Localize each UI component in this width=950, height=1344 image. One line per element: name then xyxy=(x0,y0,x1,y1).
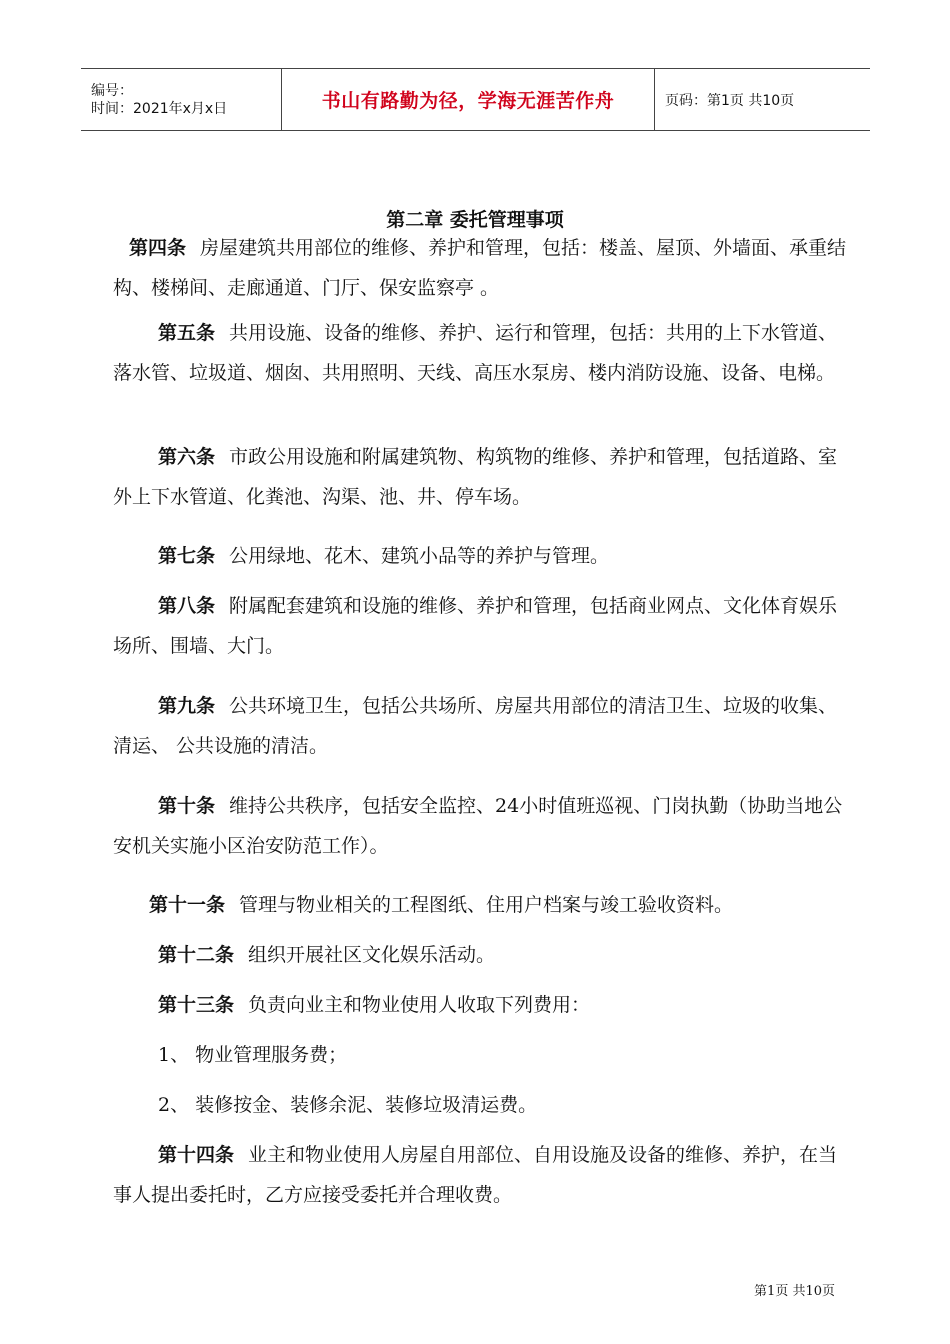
article-8 xyxy=(113,586,848,666)
article-number: 第十二条 xyxy=(158,944,235,966)
page-header xyxy=(81,68,870,131)
time-label: 时间：2021年x月x日 xyxy=(91,100,228,117)
article-7 xyxy=(113,536,848,576)
motto: 书山有路勤为径，学海无涯苦作舟 xyxy=(321,90,615,112)
article-number: 第九条 xyxy=(158,695,216,717)
chapter-title: 第二章 委托管理事项 xyxy=(386,209,564,231)
article-text: 业主和物业使用人房屋自用部位、自用设施及设备的维修、养护，在当事人提出委托时，乙方应接受委托并合理收费。 xyxy=(113,1144,838,1206)
fee-item-2 xyxy=(113,1085,848,1125)
article-text: 共用设施、设备的维修、养护、运行和管理，包括：共用的上下水管道、落水管、垃圾道、烟囱、共用照明、天线、高压水泵房、楼内消防设施、设备、电梯。 xyxy=(113,322,838,384)
article-text: 公共环境卫生，包括公共场所、房屋共用部位的清洁卫生、垃圾的收集、清运、 公共设施的清洁。 xyxy=(113,695,838,757)
article-6 xyxy=(113,437,848,517)
article-number: 第四条 xyxy=(129,237,187,259)
article-text: 管理与物业相关的工程图纸、住用户档案与竣工验收资料。 xyxy=(239,894,734,916)
header-page-info: 页码：第1页 共10页 xyxy=(665,92,795,109)
article-5 xyxy=(113,313,848,393)
number-label: 编号： xyxy=(91,82,133,99)
article-13 xyxy=(113,985,848,1025)
article-11 xyxy=(113,885,848,925)
article-text: 负责向业主和物业使用人收取下列费用： xyxy=(248,994,591,1016)
article-number: 第十四条 xyxy=(158,1144,235,1166)
article-text: 组织开展社区文化娱乐活动。 xyxy=(248,944,496,966)
article-10 xyxy=(113,786,848,866)
article-number: 第十条 xyxy=(158,795,216,817)
fee-item-1 xyxy=(113,1035,848,1075)
header-meta xyxy=(81,69,281,130)
article-number: 第八条 xyxy=(158,595,216,617)
article-text: 房屋建筑共用部位的维修、养护和管理，包括：楼盖、屋顶、外墙面、承重结构、楼梯间、走廊通道、门厅、保安监察亭 。 xyxy=(113,237,847,299)
article-number: 第七条 xyxy=(158,545,216,567)
article-4 xyxy=(113,228,848,308)
fee-item-text: 2、 装修按金、装修余泥、装修垃圾清运费。 xyxy=(158,1094,538,1116)
article-number: 第五条 xyxy=(158,322,216,344)
article-text: 公用绿地、花木、建筑小品等的养护与管理。 xyxy=(229,545,610,567)
article-9 xyxy=(113,686,848,766)
article-14 xyxy=(113,1135,848,1215)
article-text: 市政公用设施和附属建筑物、构筑物的维修、养护和管理，包括道路、室外上下水管道、化粪池、沟渠、池、井、停车场。 xyxy=(113,446,838,508)
article-number: 第十一条 xyxy=(149,894,226,916)
article-12 xyxy=(113,935,848,975)
page-footer: 第1页 共10页 xyxy=(754,1284,835,1299)
article-text: 维持公共秩序，包括安全监控、24小时值班巡视、门岗执勤（协助当地公安机关实施小区治安防范工作）。 xyxy=(113,795,843,857)
article-text: 附属配套建筑和设施的维修、养护和管理，包括商业网点、文化体育娱乐场所、围墙、大门。 xyxy=(113,595,838,657)
article-number: 第六条 xyxy=(158,446,216,468)
fee-item-text: 1、 物业管理服务费； xyxy=(158,1044,348,1066)
article-number: 第十三条 xyxy=(158,994,235,1016)
header-motto-cell xyxy=(281,69,655,130)
